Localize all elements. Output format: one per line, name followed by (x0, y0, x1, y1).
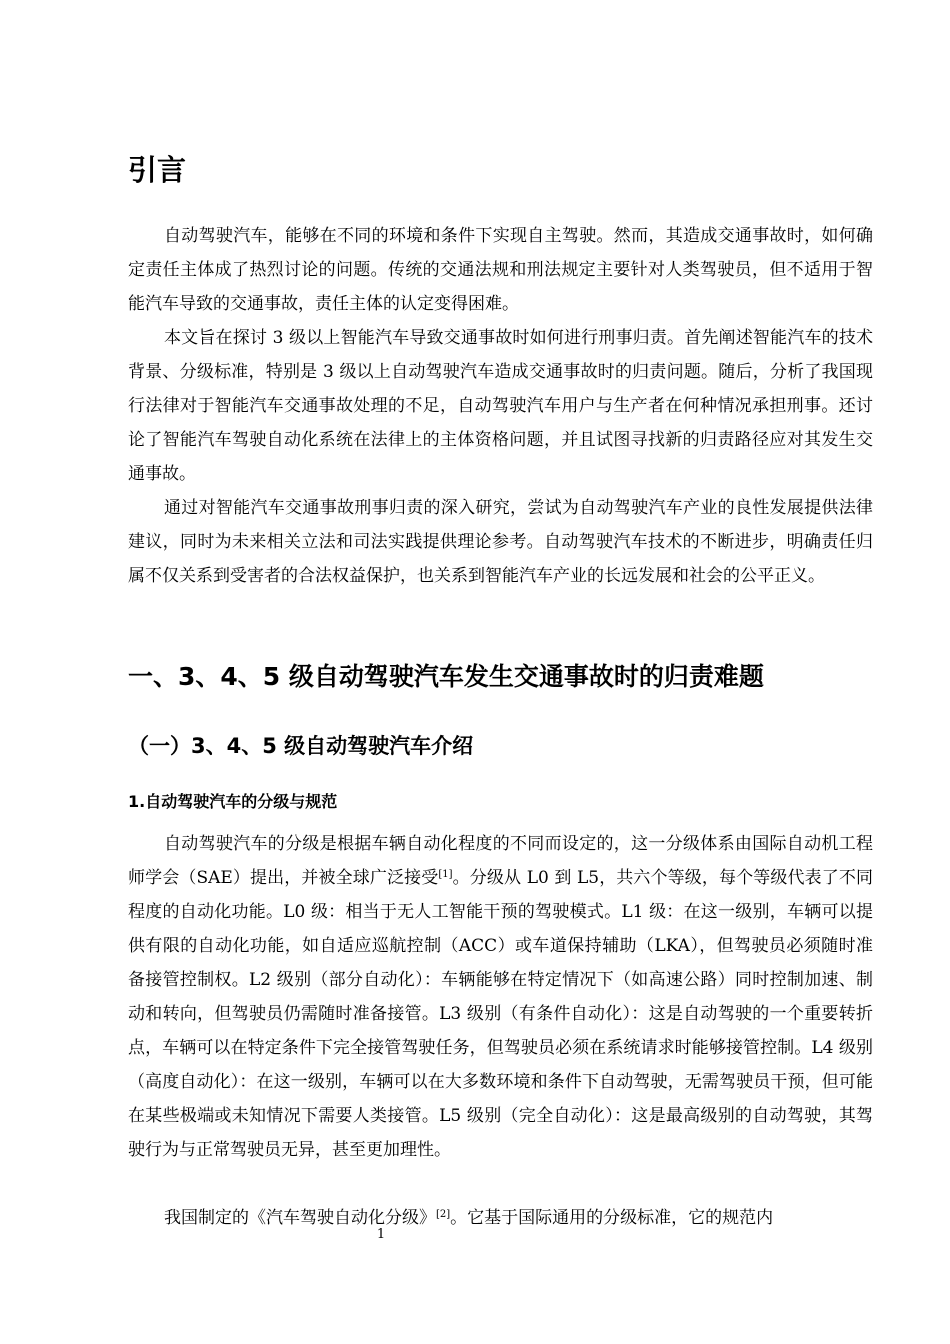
page-number: 1 (376, 1227, 386, 1242)
subsubsection-1-heading: 1.自动驾驶汽车的分级与规范 (128, 792, 338, 811)
intro-paragraph-2: 本文旨在探讨 3 级以上智能汽车导致交通事故时如何进行刑事归责。首先阐述智能汽车的技术背景、分级标准，特别是 3 级以上自动驾驶汽车造成交通事故时的归责问题。随后，分析了我国现行法律对于智能汽车交通事故处理的不足，自动驾驶汽车用户与生产者在何种情况承担刑事。还讨论了智能汽车驾驶自动化系统在法律上的主体资格问题，并且试图寻找新的归责路径应对其发生交通事故。 (128, 328, 873, 484)
levels-text-part-2: 。分级从 L0 到 L5，共六个等级，每个等级代表了不同程度的自动化功能。L0 级：相当于无人工智能干预的驾驶模式。L1 级：在这一级别，车辆可以提供有限的自动化功能，如自适应巡航控制（ACC）或车道保持辅助（LKA），但驾驶员必须随时准备接管控制权。L2 级别（部分自动化）：车辆能够在特定情况下（如高速公路）同时控制加速、制动和转向，但驾驶员仍需随时准备接管。L3 级别（有条件自动化）：这是自动驾驶的一个重要转折点，车辆可以在特定条件下完全接管驾驶任务，但驾驶员必须在系统请求时能够接管控制。L4 级别（高度自动化）：在这一级别，车辆可以在大多数环境和条件下自动驾驶，无需驾驶员干预，但可能在某些极端或未知情况下需要人类接管。L5 级别（完全自动化）：这是最高级别的自动驾驶，其驾驶行为与正常驾驶员无异，甚至更加理性。 (128, 868, 873, 1160)
body-paragraph-levels (128, 827, 873, 1167)
levels-text-part-1: 自动驾驶汽车的分级是根据车辆自动化程度的不同而设定的，这一分级体系由国际自动机工程师学会（SAE）提出，并被全球广泛接受 (128, 834, 873, 888)
intro-paragraph-1: 自动驾驶汽车，能够在不同的环境和条件下实现自主驾驶。然而，其造成交通事故时，如何确定责任主体成了热烈讨论的问题。传统的交通法规和刑法规定主要针对人类驾驶员，但不适用于智能汽车导致的交通事故，责任主体的认定变得困难。 (128, 226, 873, 314)
section-1-heading: 一、3、4、5 级自动驾驶汽车发生交通事故时的归责难题 (128, 662, 764, 691)
citation-ref-1: [1] (438, 869, 453, 880)
citation-ref-2: [2] (436, 1209, 451, 1220)
standard-text-part-2: 。它基于国际通用的分级标准，它的规范内 (450, 1208, 774, 1228)
intro-paragraph-3: 通过对智能汽车交通事故刑事归责的深入研究，尝试为自动驾驶汽车产业的良性发展提供法律建议，同时为未来相关立法和司法实践提供理论参考。自动驾驶汽车技术的不断进步，明确责任归属不仅关系到受害者的合法权益保护，也关系到智能汽车产业的长远发展和社会的公平正义。 (128, 498, 873, 586)
subsection-1-heading: （一）3、4、5 级自动驾驶汽车介绍 (128, 734, 474, 758)
standard-text-part-1: 我国制定的《汽车驾驶自动化分级》 (164, 1208, 436, 1228)
intro-heading: 引言 (128, 153, 187, 187)
